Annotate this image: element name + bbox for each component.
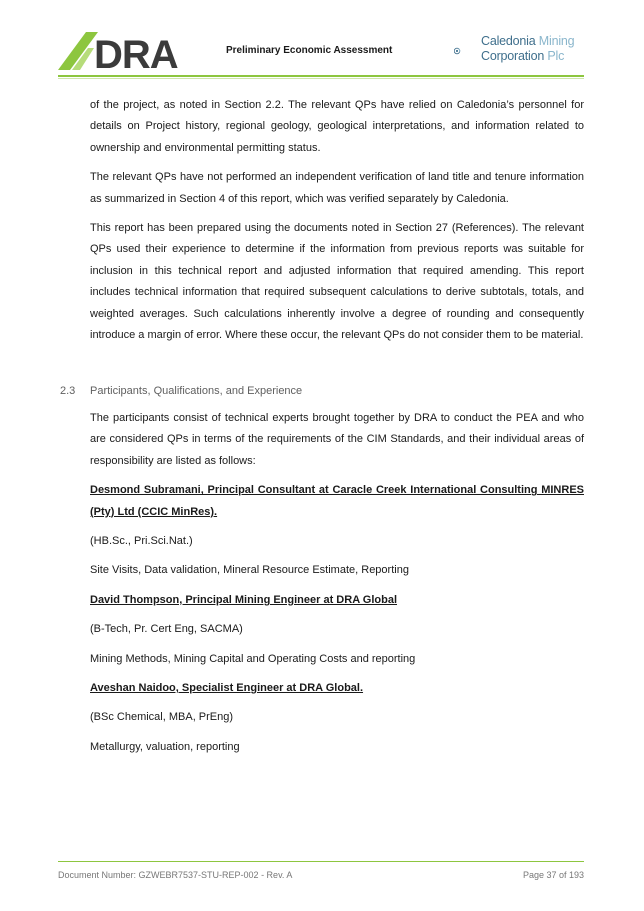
page-number: Page 37 of 193 xyxy=(522,870,584,880)
header-title: Preliminary Economic Assessment xyxy=(226,45,393,56)
body-text-top xyxy=(90,95,584,354)
header-rule xyxy=(58,75,584,77)
paragraph: This report has been prepared using the documents noted in Section 27 (References). The relevant QPs used their experience to determine if the information from previous reports was suitable for inclusion in this technical report and adjusted information that required amending. This report includes technical information that required subsequent calculations to derive subtotals, totals, and weighted averages. Such calculations inherently involve a degree of rounding and consequently introduce a margin of error. Where these occur, the relevant QPs do not consider them to be material. xyxy=(90,222,584,342)
participant-responsibility: Metallurgy, valuation, reporting xyxy=(90,740,240,753)
participant-qualifications: (B-Tech, Pr. Cert Eng, SACMA) xyxy=(90,623,243,636)
body-text-participants xyxy=(90,408,584,766)
participant-qualifications: (HB.Sc., Pri.Sci.Nat.) xyxy=(90,535,193,548)
company-name-line1: Caledonia Mining xyxy=(481,34,575,48)
caledonia-logo-icon xyxy=(454,33,484,69)
dra-logo xyxy=(58,30,198,72)
participant-name: David Thompson, Principal Mining Engineer at DRA Global xyxy=(90,593,398,606)
header-rule-light xyxy=(58,78,584,79)
dra-logo-text: DRA xyxy=(94,33,178,72)
participant-responsibility: Mining Methods, Mining Capital and Operating Costs and reporting xyxy=(90,652,416,665)
paragraph: The relevant QPs have not performed an independent verification of land title and tenure information as summarized in Section 4 of this report, which was verified separately by Caledonia. xyxy=(90,171,584,205)
intro-paragraph: The participants consist of technical experts brought together by DRA to conduct the PEA and who are considered QPs in terms of the requirements of the CIM Standards, and their individual areas of responsibility are listed as follows: xyxy=(90,412,584,467)
footer-rule xyxy=(58,861,584,862)
participant-name: Desmond Subramani, Principal Consultant at Caracle Creek International Consulting MINRES (Pty) Ltd (CCIC MinRes). xyxy=(90,484,584,518)
participant-name: Aveshan Naidoo, Specialist Engineer at DRA Global. xyxy=(90,682,364,695)
participant-qualifications: (BSc Chemical, MBA, PrEng) xyxy=(90,711,234,724)
document-number: Document Number: GZWEBR7537-STU-REP-002 - Rev. A xyxy=(58,870,293,880)
page-header xyxy=(0,0,644,80)
section-number: 2.3 xyxy=(60,385,76,397)
paragraph: of the project, as noted in Section 2.2. The relevant QPs have relied on Caledonia’s personnel for details on Project history, regional geology, geological interpretations, and information related to ownership and environmental permitting status. xyxy=(90,99,584,154)
section-title: Participants, Qualifications, and Experience xyxy=(90,385,303,397)
company-name-line2: Corporation Plc xyxy=(481,49,565,63)
participant-responsibility: Site Visits, Data validation, Mineral Resource Estimate, Reporting xyxy=(90,564,409,577)
